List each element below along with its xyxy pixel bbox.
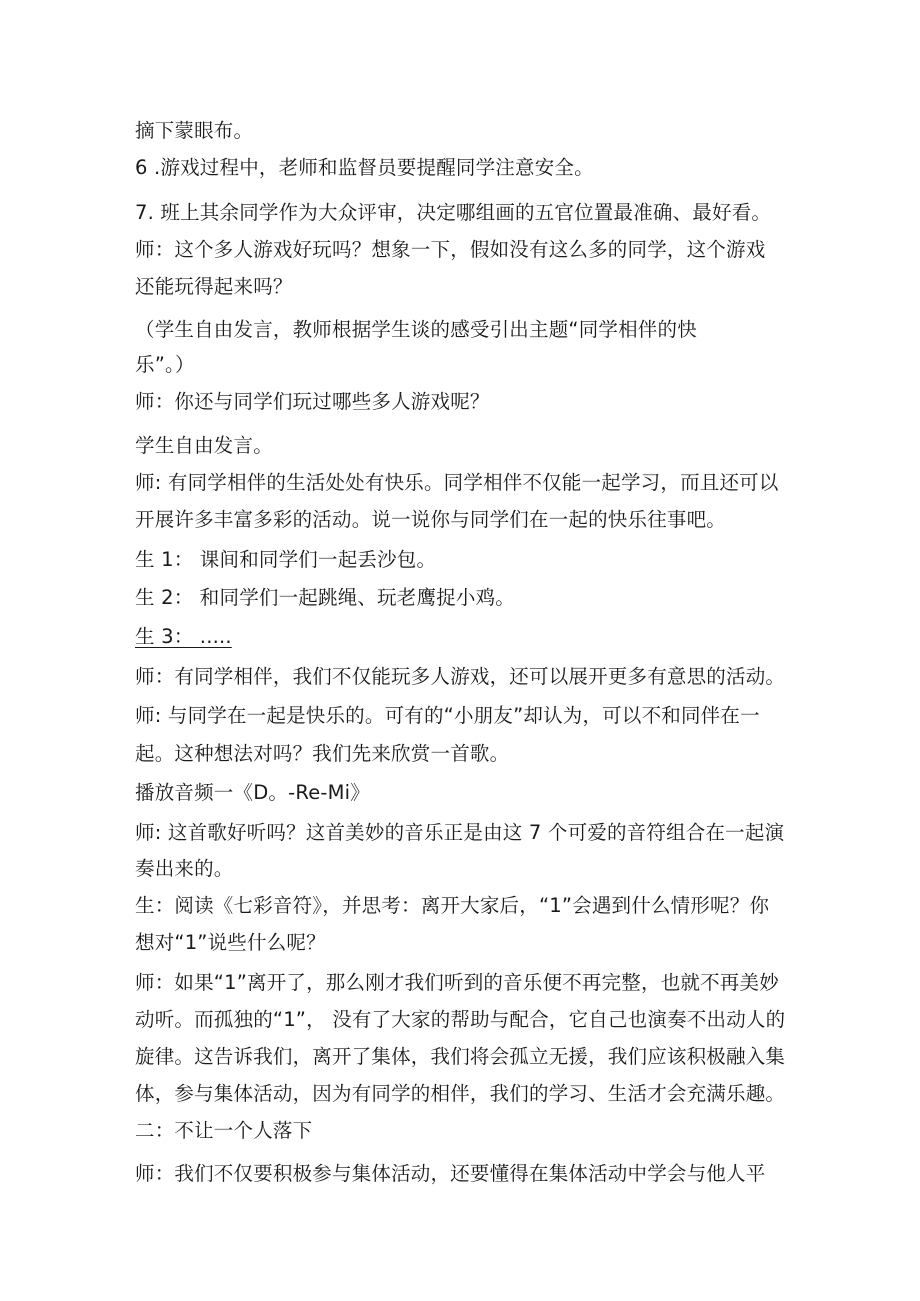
text-line: 生 2： 和同学们一起跳绳、玩老鹰捉小鸡。 [135, 586, 516, 609]
text-line: 生 1： 课间和同学们一起丢沙包。 [135, 548, 437, 571]
text-line: 想对“1”说些什么呢？ [135, 931, 326, 954]
text-line: 动听。而孤独的“1”， 没有了大家的帮助与配合，它自己也演奏不出动人的 [135, 1008, 786, 1031]
text-line: 师：你还与同学们玩过哪些多人游戏呢？ [135, 390, 490, 413]
text-line: 生：阅读《七彩音符》，并思考：离开大家后，“1”会遇到什么情形呢？你 [135, 894, 770, 917]
text-line: 开展许多丰富多彩的活动。说一说你与同学们在一起的快乐往事吧。 [135, 508, 727, 531]
text-line: 师：我们不仅要积极参与集体活动，还要懂得在集体活动中学会与他人平 [135, 1162, 766, 1185]
text-line: 旋律。这告诉我们，离开了集体，我们将会孤立无援，我们应该积极融入集 [135, 1045, 786, 1068]
text-line: 播放音频一《D。-Re-Mi》 [135, 781, 371, 804]
text-line: 师: 有同学相伴的生活处处有快乐。同学相伴不仅能一起学习，而且还可以 [135, 471, 779, 494]
text-line: 生 3： ..... [135, 625, 232, 648]
text-line: 摘下蒙眼布。 [135, 119, 254, 142]
text-line: 师: 这首歌好听吗？这首美妙的音乐正是由这 7 个可爱的音符组合在一起演 [135, 821, 785, 844]
text-line: 师：如果“1”离开了，那么刚才我们听到的音乐便不再完整，也就不再美妙 [135, 971, 779, 994]
text-line: 乐”。） [135, 353, 195, 376]
text-line: 6 .游戏过程中，老师和监督员要提醒同学注意安全。 [135, 156, 594, 179]
text-line: 师: 与同学在一起是快乐的。可有的“小朋友”却认为，可以不和同伴在一 [135, 704, 760, 727]
text-line: 7. 班上其余同学作为大众评审，决定哪组画的五官位置最准确、最好看。 [135, 201, 772, 224]
text-line: （学生自由发言，教师根据学生谈的感受引出主题“同学相伴的快 [135, 318, 697, 341]
section-heading: 二：不让一个人落下 [135, 1119, 313, 1142]
text-line: 起。这种想法对吗？我们先来欣赏一首歌。 [135, 742, 510, 765]
text-line: 还能玩得起来吗？ [135, 275, 293, 298]
text-line: 学生自由发言。 [135, 434, 273, 457]
text-line: 奏出来的。 [135, 857, 234, 880]
text-line: 师：这个多人游戏好玩吗？想象一下，假如没有这么多的同学，这个游戏 [135, 238, 766, 261]
text-line: 师：有同学相伴，我们不仅能玩多人游戏，还可以展开更多有意思的活动。 [135, 665, 786, 688]
text-line: 体，参与集体活动，因为有同学的相伴，我们的学习、生活才会充满乐趣。 [135, 1082, 786, 1105]
